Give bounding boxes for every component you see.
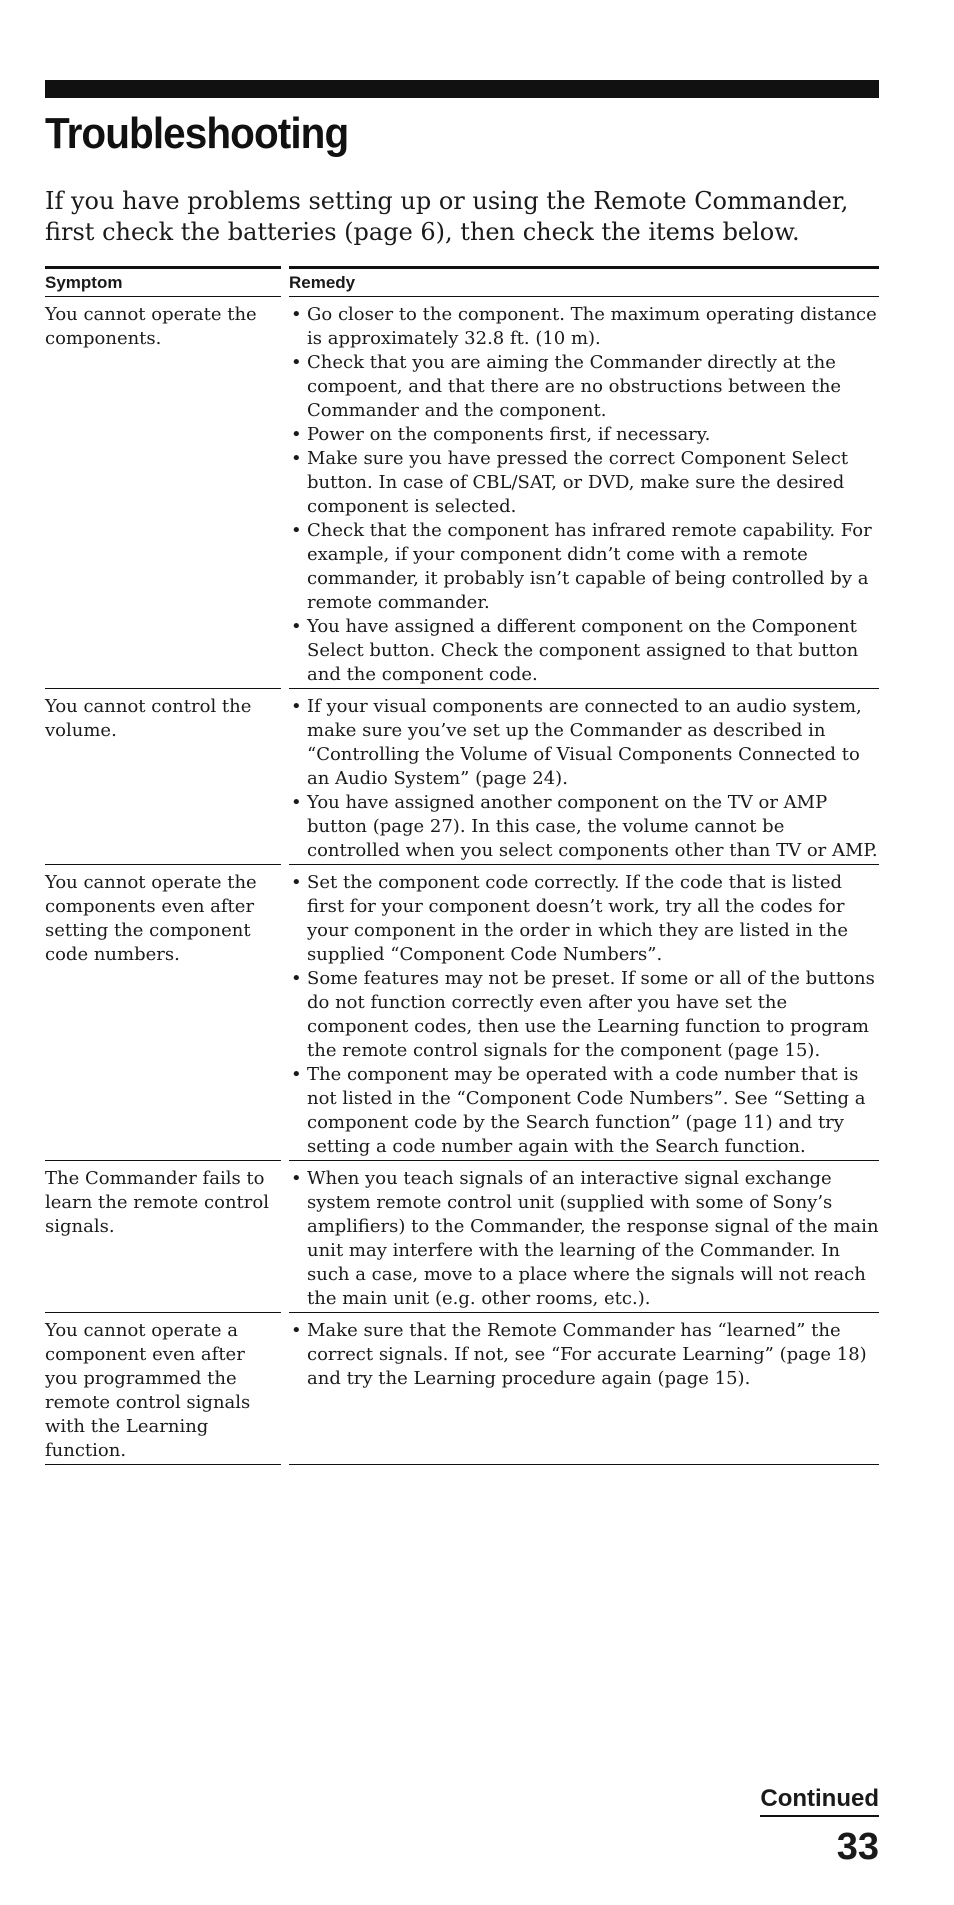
table-body [45, 297, 879, 1465]
remedy-cell [289, 1161, 879, 1313]
symptom-cell: You cannot operate the components. [45, 297, 281, 689]
remedy-item: • The component may be operated with a code number that is not listed in the “Component Code Numbers”. See “Setting a component code by the Search function” (page 11) and try setting a code number again with the Search function. [289, 1063, 879, 1159]
column-gap [281, 865, 289, 1161]
remedy-item: • Set the component code correctly. If the code that is listed first for your component doesn’t work, try all the codes for your component in the order in which they are listed in the supplied “Component Code Numbers”. [289, 871, 879, 967]
table-row [45, 1313, 879, 1465]
remedy-list [289, 1319, 879, 1391]
table-header-row [45, 266, 879, 297]
intro-paragraph: If you have problems setting up or using the Remote Commander, first check the batteries (page 6), then check the items below. [45, 187, 849, 246]
table-row [45, 865, 879, 1161]
symptom-cell: You cannot operate a component even after you programmed the remote control signals with the Learning function. [45, 1313, 281, 1465]
symptom-header: Symptom [45, 266, 281, 297]
remedy-item: • Make sure you have pressed the correct Component Select button. In case of CBL/SAT, or DVD, make sure the desired component is selected. [289, 447, 879, 519]
remedy-cell [289, 689, 879, 865]
remedy-item: • Check that the component has infrared remote capability. For example, if your component didn’t come with a remote commander, it probably isn’t capable of being controlled by a remote commander. [289, 519, 879, 615]
table-row [45, 689, 879, 865]
column-gap [281, 297, 289, 689]
remedy-item: • You have assigned a different component on the Component Select button. Check the component assigned to that button and the component code. [289, 615, 879, 687]
remedy-cell [289, 1313, 879, 1465]
column-gap [281, 689, 289, 865]
remedy-item: • Go closer to the component. The maximum operating distance is approximately 32.8 ft. (10 m). [289, 303, 879, 351]
page-content [45, 80, 879, 1465]
title-bar-rule [45, 80, 879, 98]
remedy-item: • Check that you are aiming the Commander directly at the compoent, and that there are no obstructions between the Commander and the component. [289, 351, 879, 423]
remedy-item: • Some features may not be preset. If some or all of the buttons do not function correctly even after you have set the component codes, then use the Learning function to program the remote control signals for the component (page 15). [289, 967, 879, 1063]
page-title: Troubleshooting [45, 109, 349, 158]
symptom-cell: You cannot operate the components even after setting the component code numbers. [45, 865, 281, 1161]
remedy-list [289, 1167, 879, 1311]
table-row [45, 1161, 879, 1313]
column-gap [281, 1313, 289, 1465]
remedy-cell [289, 297, 879, 689]
symptom-cell: You cannot control the volume. [45, 689, 281, 865]
remedy-list [289, 695, 879, 863]
remedy-list [289, 303, 879, 687]
page-number: 33 [836, 1826, 879, 1868]
remedy-item: • You have assigned another component on the TV or AMP button (page 27). In this case, the volume cannot be controlled when you select components other than TV or AMP. [289, 791, 879, 863]
remedy-item: • Make sure that the Remote Commander has “learned” the correct signals. If not, see “For accurate Learning” (page 18) and try the Learning procedure again (page 15). [289, 1319, 879, 1391]
remedy-item: • Power on the components first, if necessary. [289, 423, 879, 447]
remedy-header: Remedy [289, 266, 879, 297]
column-gap [281, 1161, 289, 1313]
remedy-list [289, 871, 879, 1159]
remedy-item: • When you teach signals of an interactive signal exchange system remote control unit (supplied with some of Sony’s amplifiers) to the Commander, the response signal of the main unit may interfere with the learning of the Commander. In such a case, move to a place where the signals will not reach the main unit (e.g. other rooms, etc.). [289, 1167, 879, 1311]
continued-label: Continued [760, 1785, 879, 1817]
remedy-cell [289, 865, 879, 1161]
symptom-cell: The Commander fails to learn the remote control signals. [45, 1161, 281, 1313]
column-gap [281, 266, 289, 297]
troubleshooting-table [45, 266, 879, 1465]
remedy-item: • If your visual components are connected to an audio system, make sure you’ve set up the Commander as described in “Controlling the Volume of Visual Components Connected to an Audio System” (page 24). [289, 695, 879, 791]
table-row [45, 297, 879, 689]
